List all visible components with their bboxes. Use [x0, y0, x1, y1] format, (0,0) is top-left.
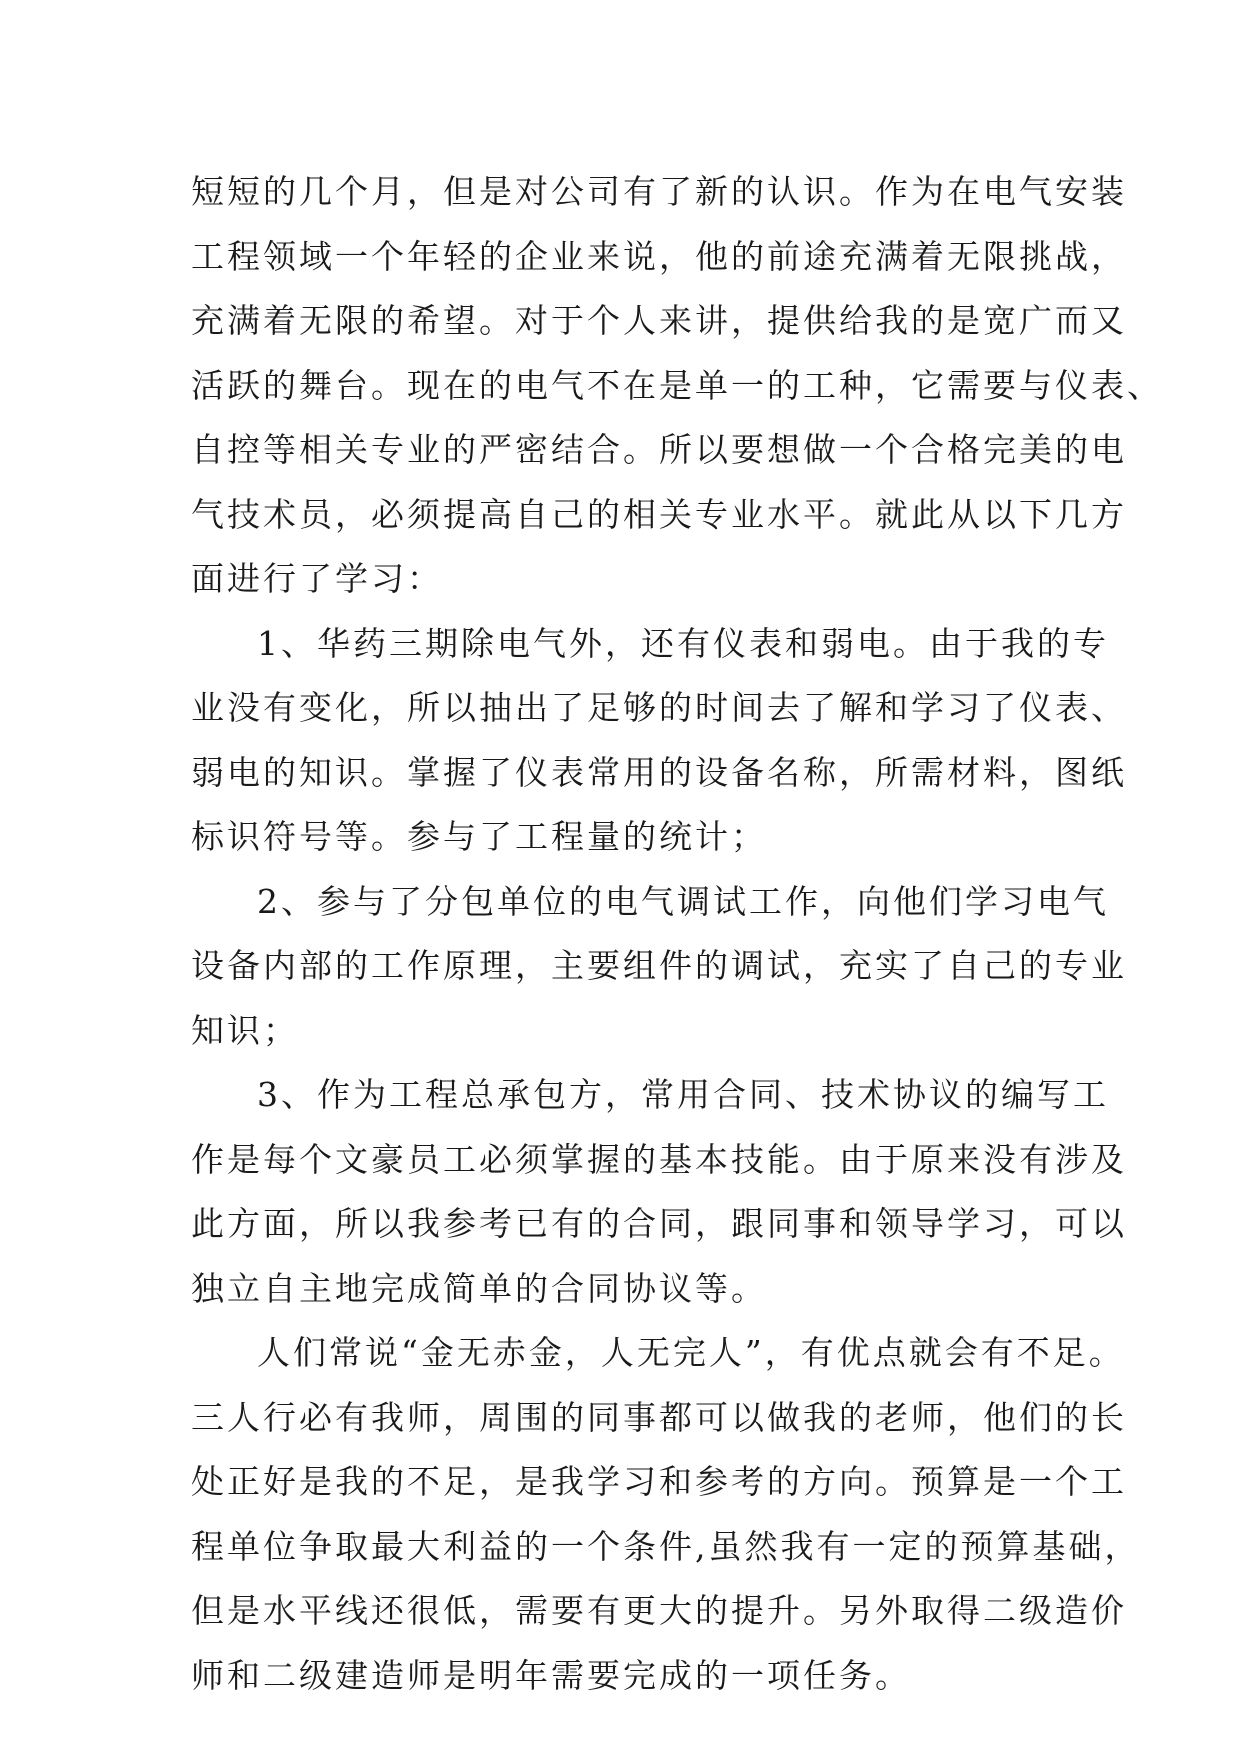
paragraph-intro: [191, 160, 1163, 612]
text-line: 自控等相关专业的严密结合。所以要想做一个合格完美的电: [191, 430, 1127, 469]
text-line: 3、作为工程总承包方，常用合同、技术协议的编写工: [257, 1075, 1109, 1114]
text-line: 短短的几个月，但是对公司有了新的认识。作为在电气安装: [191, 172, 1127, 211]
text-line: 此方面，所以我参考已有的合同，跟同事和领导学习，可以: [191, 1204, 1127, 1243]
text-line: 2、参与了分包单位的电气调试工作，向他们学习电气: [257, 881, 1109, 921]
paragraph-item-2: [191, 870, 1127, 1064]
text-line: 气技术员，必须提高自己的相关专业水平。就此从以下几方: [191, 494, 1127, 534]
text-line: 但是水平线还很低，需要有更大的提升。另外取得二级造价: [191, 1591, 1127, 1630]
text-line: 作是每个文豪员工必须掌握的基本技能。由于原来没有涉及: [191, 1139, 1127, 1179]
text-line: 1、华药三期除电气外，还有仪表和弱电。由于我的专: [257, 623, 1109, 663]
text-line: 三人行必有我师，周围的同事都可以做我的老师，他们的长: [191, 1397, 1127, 1437]
paragraph-item-3: [191, 1063, 1127, 1321]
text-line: 程单位争取最大利益的一个条件,虽然我有一定的预算基础，: [191, 1526, 1141, 1566]
text-line: 设备内部的工作原理，主要组件的调试，充实了自己的专业: [191, 946, 1127, 985]
text-line: 知识；: [191, 1010, 299, 1050]
document-body: [191, 160, 1163, 1708]
text-line: 工程领域一个年轻的企业来说，他的前途充满着无限挑战，: [191, 236, 1127, 276]
text-line: 标识符号等。参与了工程量的统计；: [191, 817, 767, 856]
text-line: 独立自主地完成简单的合同协议等。: [191, 1268, 767, 1308]
paragraph-item-1: [191, 612, 1127, 870]
text-line: 处正好是我的不足，是我学习和参考的方向。预算是一个工: [191, 1462, 1127, 1501]
text-line: 面进行了学习：: [191, 559, 443, 598]
text-line: 充满着无限的希望。对于个人来讲，提供给我的是宽广而又: [191, 301, 1127, 340]
text-line: 业没有变化，所以抽出了足够的时间去了解和学习了仪表、: [191, 688, 1127, 727]
text-line: 活跃的舞台。现在的电气不在是单一的工种，它需要与仪表、: [191, 365, 1163, 405]
paragraph-conclusion: [191, 1321, 1141, 1708]
text-line: 人们常说“金无赤金，人无完人”，有优点就会有不足。: [257, 1333, 1125, 1372]
text-line: 师和二级建造师是明年需要完成的一项任务。: [191, 1655, 911, 1695]
text-line: 弱电的知识。掌握了仪表常用的设备名称，所需材料，图纸: [191, 752, 1127, 792]
